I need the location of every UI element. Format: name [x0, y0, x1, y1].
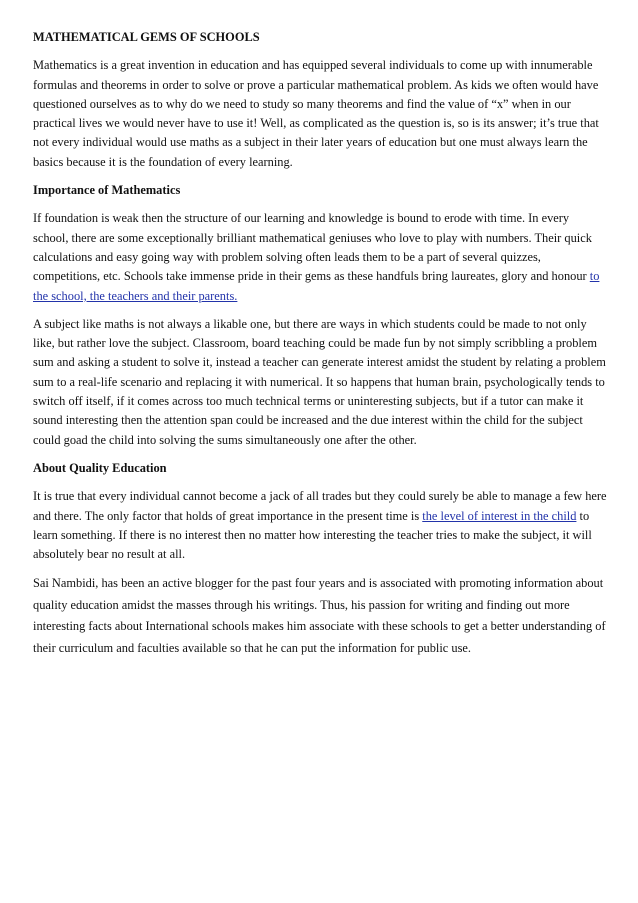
document-title: MATHEMATICAL GEMS OF SCHOOLS [33, 30, 260, 44]
document-page [33, 28, 607, 668]
interest-link[interactable]: the level of interest in the child [422, 508, 577, 523]
importance-paragraph-1-text: If foundation is weak then the structure of our learning and knowledge is bound to erode with time. In every school, there are some exceptionally brilliant mathematical geniuses who love to play with numbers. Their quick calculations and easy going way with problem solving often leads them to be a part of several quizzes, competitions, etc. Schools take immense pride in their gems as these handfuls bring laureates, glory and honour [33, 211, 592, 284]
quality-paragraph [33, 487, 607, 564]
quality-paragraph-after: to learn something. If there is no interest then no matter how interesting the teacher tries to make the subject, it will absolutely bear no result at all. [33, 508, 592, 562]
intro-paragraph: Mathematics is a great invention in education and has equipped several individuals to come up with innumerable formulas and theorems in order to solve or prove a particular mathematical problem. As kids we often would have questioned ourselves as to why do we need to study so many theorems and find the value of “x” when in our practical lives we would never have to use it! Well, as complicated as the question is, so is its answer; it’s true that not every individual would use maths as a subject in their later years of education but one must always learn the basics because it is the foundation of every learning. [33, 58, 599, 169]
author-bio-paragraph: Sai Nambidi, has been an active blogger for the past four years and is associated with promoting information about quality education amidst the masses through his writings. Thus, his passion for writing and finding out more interesting facts about International schools makes him associate with these schools to get a better understanding of their curriculum and faculties available so that he can put the information for public use. [33, 576, 606, 655]
quality-paragraph-before: It is true that every individual cannot become a jack of all trades but they could surely be able to manage a few here and there. The only factor that holds of great importance in the present time is [33, 489, 607, 523]
importance-paragraph-1 [33, 209, 607, 305]
importance-paragraph-2: A subject like maths is not always a likable one, but there are ways in which students could be made to not only like, but rather love the subject. Classroom, board teaching could be made fun by not simply scribbling a problem sum and asking a student to solve it, instead a teacher can generate interest amidst the student by relating a problem sum to a real-life scenario and replacing it with numerical. It so happens that human brain, psychologically tends to switch off itself, if it comes across too much technical terms or uninteresting subjects, but if a tutor can make it sound interesting then the attention span could be increased and the due interest within the child for the subject could goad the child into solving the sums simultaneously one after the other. [33, 316, 606, 447]
section-heading-importance: Importance of Mathematics [33, 183, 181, 198]
schools-link[interactable]: to the school, the teachers and their parents. [33, 269, 600, 303]
section-heading-quality: About Quality Education [33, 460, 167, 475]
